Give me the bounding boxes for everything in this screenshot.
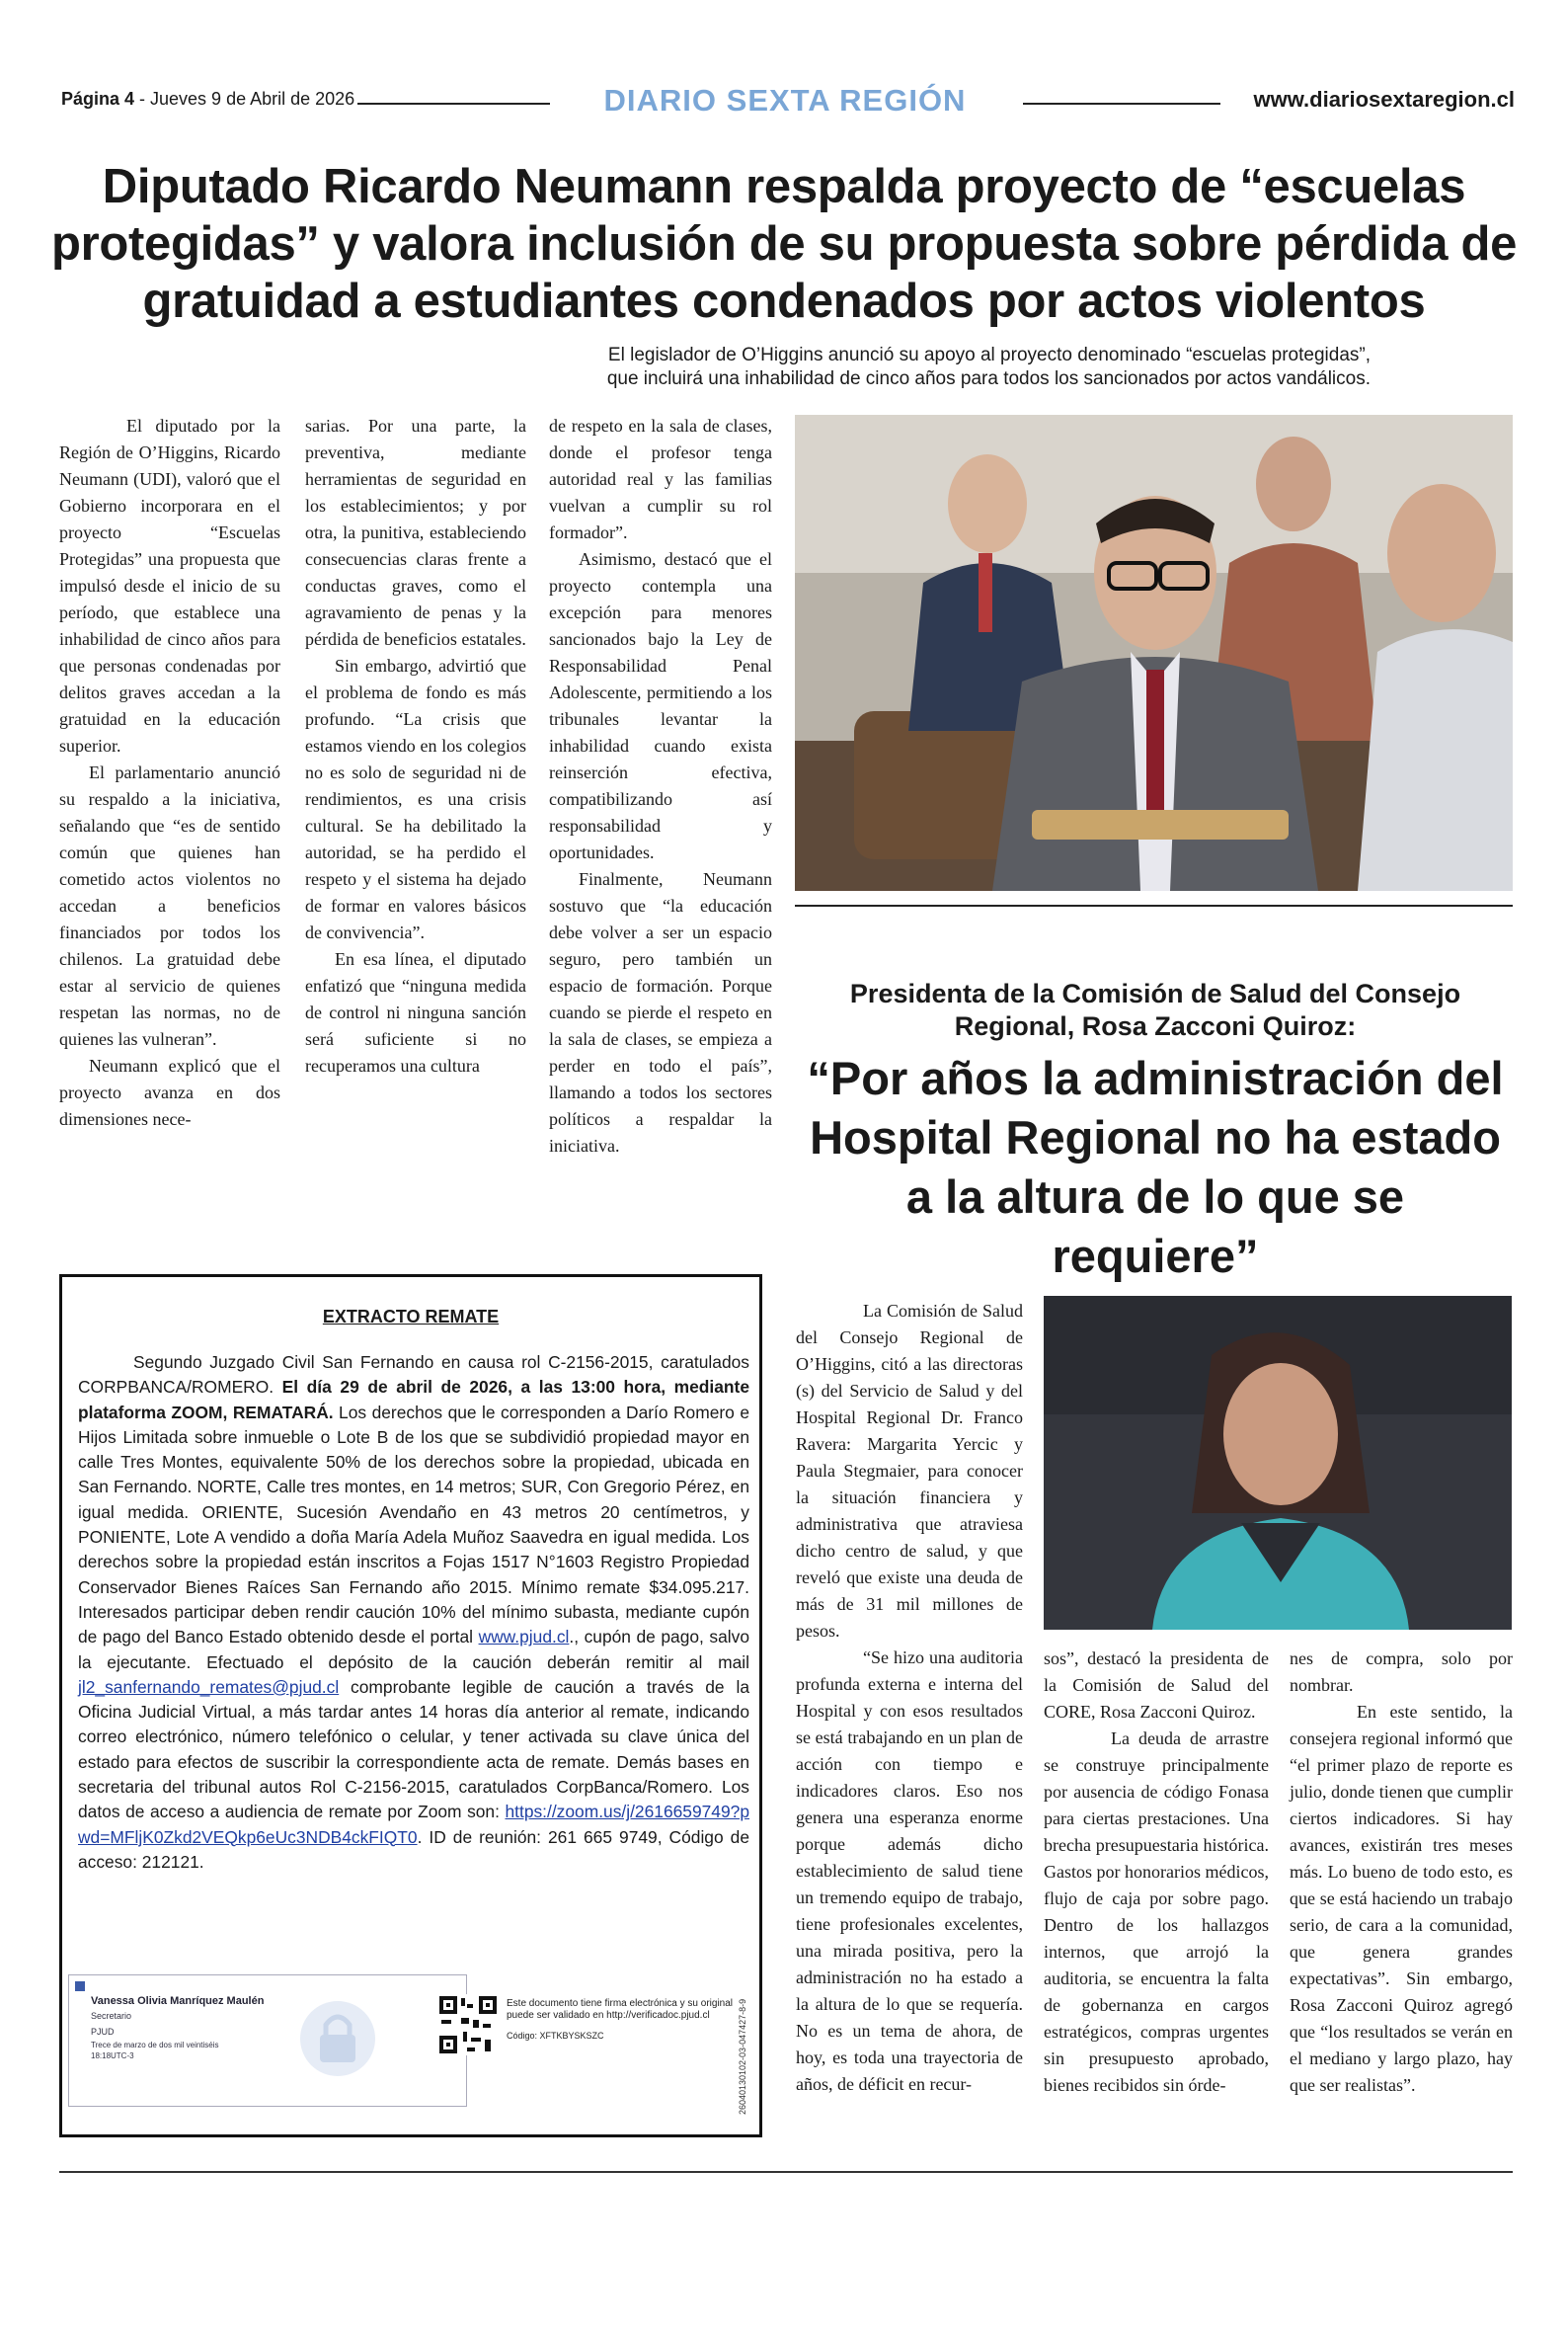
article2-column-3 <box>1290 1646 1513 2099</box>
article1-column-3 <box>549 413 772 1160</box>
paragraph: El parlamentario anunció su respaldo a la iniciativa, señalando que “es de sentido común que quienes han cometido actos violentos no accedan a beneficios financiados por todos los chilenos. La gratuidad debe estar al servicio de quienes respetan las normas, no de quienes las vulneran”. <box>59 763 280 1049</box>
header-rule-left <box>357 103 550 105</box>
page-info <box>61 89 354 110</box>
pjud-seal-icon <box>75 1981 85 1991</box>
article1-subhead <box>197 344 1371 391</box>
paragraph: sos”, destacó la presidenta de la Comisión de Salud del CORE, Rosa Zacconi Quiroz. <box>1044 1648 1269 1722</box>
paragraph: “Se hizo una auditoria profunda externa e interna del Hospital y con esos resultados se está trabajando en un plan de acción con tiempo e indicadores claros. Eso nos genera una esperanza enorme porque además dicho establecimiento de salud tiene un tremendo equipo de trabajo, tiene profesionales excelentes, una mirada positiva, pero la administración no ha estado a la altura de lo que se requería. No es un tema de ahora, de hoy, es toda una trayectoria de años, de déficit en recur- <box>796 1647 1023 2094</box>
signer-name: Vanessa Olivia Manríquez Maulén <box>91 1995 265 2007</box>
electronic-signature-box <box>68 1974 467 2107</box>
article2-kicker: Presidenta de la Comisión de Salud del Consejo Regional, Rosa Zacconi Quiroz: <box>849 979 1461 1041</box>
paragraph: En esa línea, el diputado enfatizó que “ninguna medida de control ni ninguna sanción será suficiente si no recuperamos una cultura <box>305 949 526 1076</box>
subhead-line-1: El legislador de O’Higgins anunció su apoyo al proyecto denominado “escuelas protegidas”, <box>607 345 1371 365</box>
qr-code-icon <box>437 1994 499 2055</box>
paragraph: La Comisión de Salud del Consejo Regional de O’Higgins, citó a las directoras (s) del Servicio de Salud y del Hospital Regional Dr. Franco Ravera: Margarita Yercic y Paula Stegmaier, para conocer la situación financiera y administrativa que atraviesa dicho centro de salud, y que reveló que existe una deuda de más de 31 mil millones de pesos. <box>796 1301 1023 1641</box>
paragraph: Sin embargo, advirtió que el problema de fondo es más profundo. “La crisis que estamos viendo en los colegios no es solo de seguridad ni de rendimientos, es una crisis cultural. Se ha debilitado la autoridad, se ha perdido el respeto y el sistema ha dejado de formar en valores básicos de convivencia”. <box>305 656 526 942</box>
signer-org: PJUD <box>91 2027 115 2037</box>
document-id: 26040130102-03-047427-8-9 <box>738 1998 747 2115</box>
notice-date-bold: El día 29 de abril de 2026, a las 13:00 hora, mediante plataforma ZOOM, REMATARÁ. <box>78 1377 749 1422</box>
notice-text: Segundo Juzgado Civil San Fernando en causa rol C-2156-2015, caratulados CORPBANCA/ROMERO. <box>78 1352 749 1398</box>
photo-illustration <box>795 415 1513 891</box>
subhead-line-2: que incluirá una inhabilidad de cinco años para todos los sancionados por actos vandálicos. <box>606 368 1371 389</box>
article2-title: “Por años la administración del Hospital Regional no ha estado a la altura de lo que se requiere” <box>807 1052 1504 1282</box>
legal-notice-title: EXTRACTO REMATE <box>322 1307 500 1326</box>
masthead: DIARIO SEXTA REGIÓN <box>603 83 967 118</box>
verification-text: Este documento tiene firma electrónica y su original puede ser validado en http://verificadoc.pjud.cl <box>507 1998 734 2021</box>
lock-icon <box>298 1993 377 2078</box>
paragraph: Finalmente, Neumann sostuvo que “la educación debe volver a ser un espacio seguro, pero también un espacio de formación. Porque cuando se pierde el respeto en la sala de clases, se empieza a perder en todo el país”, llamando a todos los sectores políticos a respaldar la iniciativa. <box>549 869 772 1156</box>
signature-date: Trece de marzo de dos mil veintiséis <box>91 2041 219 2049</box>
pjud-link[interactable]: www.pjud.cl <box>478 1627 570 1647</box>
zoom-link[interactable]: https://zoom.us/j/2616659749?pwd=MFljK0Zkd2VEQkp6eUc3NDB4ckFIQT0 <box>78 1802 749 1847</box>
article1-photo <box>795 415 1513 891</box>
notice-text: Los derechos que le corresponden a Darío Romero e Hijos Limitada sobre inmueble o Lote B de los que se subdividió propiedad mayor en calle Tres Montes, equivalente 50% de los derechos sobre la propiedad, ubicada en San Fernando. NORTE, Calle tres montes, en 14 metros; SUR, Con Gregorio Pérez, en igual medida. ORIENTE, Sucesión Avendaño en 43 metros 20 centímetros, y PONIENTE, Lote A vendido a doña María Adela Muñoz Saavedra en igual medida. Los derechos sobre la propiedad están inscritos a Fojas 1517 N°1603 Registro Propiedad Conservador Bienes Raíces San Fernando año 2015. Mínimo remate $34.095.217. Interesados participar deben rendir caución 10% del mínimo subasta, mediante cupón de pago del Banco Estado obtenido desde el portal <box>78 1402 749 1647</box>
paragraph: nes de compra, solo por nombrar. <box>1290 1648 1513 1695</box>
article2-column-2 <box>1044 1646 1269 2099</box>
page-number: Página 4 <box>61 89 135 109</box>
paragraph: En este sentido, la consejera regional informó que “el primer plazo de reporte es julio, donde tienen que cumplir ciertos indicadores. Si hay avances, existirán tres meses más. Lo bueno de todo esto, es que se está haciendo un trabajo serio, de cara a la comunidad, que genera grandes expectativas”. Sin embargo, Rosa Zacconi Quiroz agregó que “los resultados se verán en el mediano y largo plazo, hay que ser realistas”. <box>1290 1702 1513 2095</box>
article1-column-2 <box>305 413 526 1080</box>
portrait-illustration <box>1044 1296 1512 1630</box>
website: www.diariosextaregion.cl <box>1253 87 1515 112</box>
header-rule-right <box>1023 103 1220 105</box>
footer-rule <box>59 2171 1513 2173</box>
email-link[interactable]: jl2_sanfernando_remates@pjud.cl <box>78 1676 340 1697</box>
signer-role: Secretario <box>91 2011 132 2021</box>
verification-note <box>507 1998 734 2042</box>
paragraph: La deuda de arrastre se construye principalmente por ausencia de código Fonasa para ciertas prestaciones. Una brecha presupuestaria histórica. Gastos por honorarios médicos, flujo de caja por sobre pago. Dentro de los hallazgos internos, que arrojó la auditoria, se encuentra la falta de gobernanza en cargos estratégicos, compras urgentes sin presupuesto aprobado, bienes recibidos sin órde- <box>1044 1728 1269 2095</box>
article2-photo <box>1044 1296 1512 1630</box>
section-divider <box>795 905 1513 907</box>
legal-notice-box <box>59 1274 762 2137</box>
notice-text: . ID de reunión: 261 665 9749, Código de acceso: 212121. <box>78 1826 749 1872</box>
notice-text: comprobante legible de caución a través de la Oficina Judicial Virtual, a más tardar antes 14 horas día anterior al remate, indicando correo electrónico, número telefónico o celular, y tener activada su clave única del estado para efectos de suscribir la correspondiente acta de remate. Demás bases en secretaria del tribunal autos Rol C-2156-2015, caratulados CorpBanca/Romero. Los datos de acceso a audiencia de remate por Zoom son: <box>78 1676 749 1822</box>
signature-time: 18:18UTC-3 <box>91 2051 134 2060</box>
paragraph: de respeto en la sala de clases, donde el profesor tenga autoridad real y las familias vuelvan a cumplir su rol formador”. <box>549 416 772 542</box>
paragraph: Neumann explicó que el proyecto avanza en dos dimensiones nece- <box>59 1056 280 1129</box>
notice-text: ., cupón de pago, salvo la ejecutante. Efectuado el depósito de la caución deberán remitir al mail <box>78 1627 749 1672</box>
legal-notice-body <box>78 1350 749 1875</box>
paragraph: Asimismo, destacó que el proyecto contempla una excepción para menores sancionados bajo la Ley de Responsabilidad Penal Adolescente, permitiendo a los tribunales levantar la inhabilidad cuando exista reinserción efectiva, compatibilizando así responsabilidad y oportunidades. <box>549 549 772 862</box>
verification-code: Código: XFTKBYSKSZC <box>507 2031 604 2041</box>
issue-date: - Jueves 9 de Abril de 2026 <box>134 89 355 109</box>
article1-headline: Diputado Ricardo Neumann respalda proyecto de “escuelas protegidas” y valora inclusión de su propuesta sobre pérdida de gratuidad a estudiantes condenados por actos violentos <box>50 160 1518 328</box>
paragraph: El diputado por la Región de O’Higgins, Ricardo Neumann (UDI), valoró que el Gobierno incorporara en el proyecto “Escuelas Protegidas” una propuesta que impulsó desde el inicio de su período, que establece una inhabilidad de cinco años para que personas condenadas por delitos graves accedan a la gratuidad en la educación superior. <box>59 416 280 756</box>
article1-column-1 <box>59 413 280 1133</box>
article2-column-1 <box>796 1298 1023 2098</box>
paragraph: sarias. Por una parte, la preventiva, mediante herramientas de seguridad en los establecimientos; y por otra, la punitiva, estableciendo consecuencias claras frente a conductas graves, como el agravamiento de penas y la pérdida de beneficios estatales. <box>305 416 526 649</box>
